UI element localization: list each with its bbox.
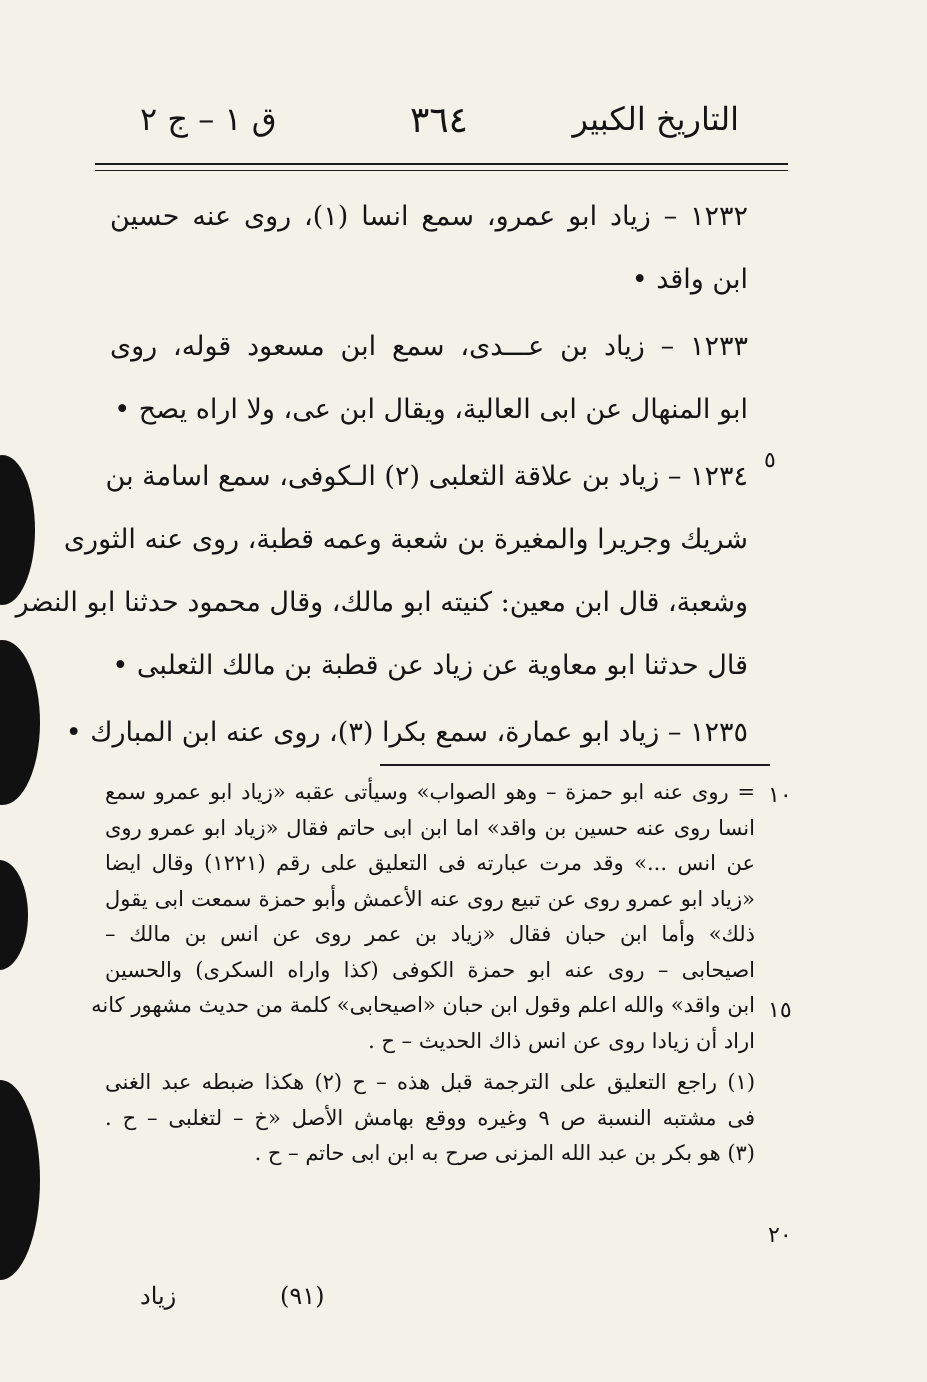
footnote-line: اراد أن زيادا روى عن انس ذاك الحديث – ح .: [368, 1028, 755, 1053]
line-number-5: ٥: [764, 448, 776, 473]
running-title: التاريخ الكبير: [572, 100, 739, 138]
signature-mark: (٩١): [280, 1282, 325, 1310]
entry-1232-line-1: ١٢٣٢ – زياد ابو عمرو، سمع انسا (١)، روى عنه حسين: [110, 201, 748, 232]
line-number-10: ١٠: [768, 783, 792, 808]
line-number-20: ٢٠: [768, 1223, 792, 1248]
volume-part: ق ١ – ج ٢: [140, 100, 277, 138]
ink-blot: [0, 860, 28, 970]
ink-blot: [0, 1080, 40, 1280]
entry-1235-line-1: ١٢٣٥ – زياد ابو عمارة، سمع بكرا (٣)، روى عنه ابن المبارك •: [65, 717, 748, 748]
footnote-line: (٣) هو بكر بن عبد الله المزنى صرح به ابن ابى حاتم – ح .: [254, 1141, 755, 1165]
header-rule: [95, 163, 788, 165]
footnotes: [91, 775, 756, 1172]
footnote-line: «زياد ابو عمرو روى عن تبيع روى عنه الأعمش وأبو حمزة سمعت ابى يقول: [105, 886, 755, 911]
footnote-line: اصيحابى – روى عنه ابو حمزة الكوفى (كذا واراه السكرى) والحسين: [105, 957, 755, 982]
entry-1232-line-2: ابن واقد •: [631, 264, 748, 295]
page-number: ٣٦٤: [410, 100, 469, 141]
footnote-line: فى مشتبه النسبة ص ٩ وغيره ووقع بهامش الأصل «خ – لتغلبى – ح .: [105, 1105, 755, 1130]
entry-1233-line-2: ابو المنهال عن ابى العالية، ويقال ابن عى، ولا اراه يصح •: [114, 394, 748, 425]
footnote-separator: [380, 764, 770, 766]
entry-1234-line-4: قال حدثنا ابو معاوية عن زياد عن قطبة بن مالك الثعلبى •: [112, 650, 748, 681]
entry-1234-line-2: شريك وجريرا والمغيرة بن شعبة وعمه قطبة، روى عنه الثورى: [63, 524, 748, 555]
footnote-line: ذلك» وأما ابن حبان فقال «زياد بن عمر روى عن انس بن مالك –: [105, 922, 755, 946]
footnote-line: (١) راجع التعليق على الترجمة قبل هذه – ح (٢) هكذا ضبطه عبد الغنى: [105, 1070, 756, 1094]
footnote-line: عن انس ...» وقد مرت عبارته فى التعليق على رقم (١٢٢١) وقال ايضا: [105, 851, 756, 875]
footnote-line: = روى عنه ابو حمزة – وهو الصواب» وسيأتى عقبه «زياد ابو عمرو سمع: [105, 780, 755, 804]
main-text: [15, 185, 748, 764]
entry-1234-line-3: وشعبة، قال ابن معين: كنيته ابو مالك، وقال محمود حدثنا ابو النضر: [15, 587, 748, 618]
footnote-line: انسا روى عنه حسين بن واقد» اما ابن ابى حاتم فقال «زياد ابو عمرو روى: [105, 815, 755, 840]
entry-1233-line-1: ١٢٣٣ – زياد بن عـــدى، سمع ابن مسعود قوله، روى: [110, 331, 748, 362]
header-rule-thin: [95, 170, 788, 171]
entry-1234-line-1: ١٢٣٤ – زياد بن علاقة الثعلبى (٢) الـكوفى، سمع اسامة بن: [105, 461, 748, 492]
catchword: زياد: [140, 1282, 177, 1310]
ink-blot: [0, 640, 40, 805]
footnote-line: ابن واقد» والله اعلم وقول ابن حبان «اصيحابى» كلمة من حديث مشهور كانه: [91, 993, 755, 1017]
line-number-15: ١٥: [768, 998, 792, 1023]
